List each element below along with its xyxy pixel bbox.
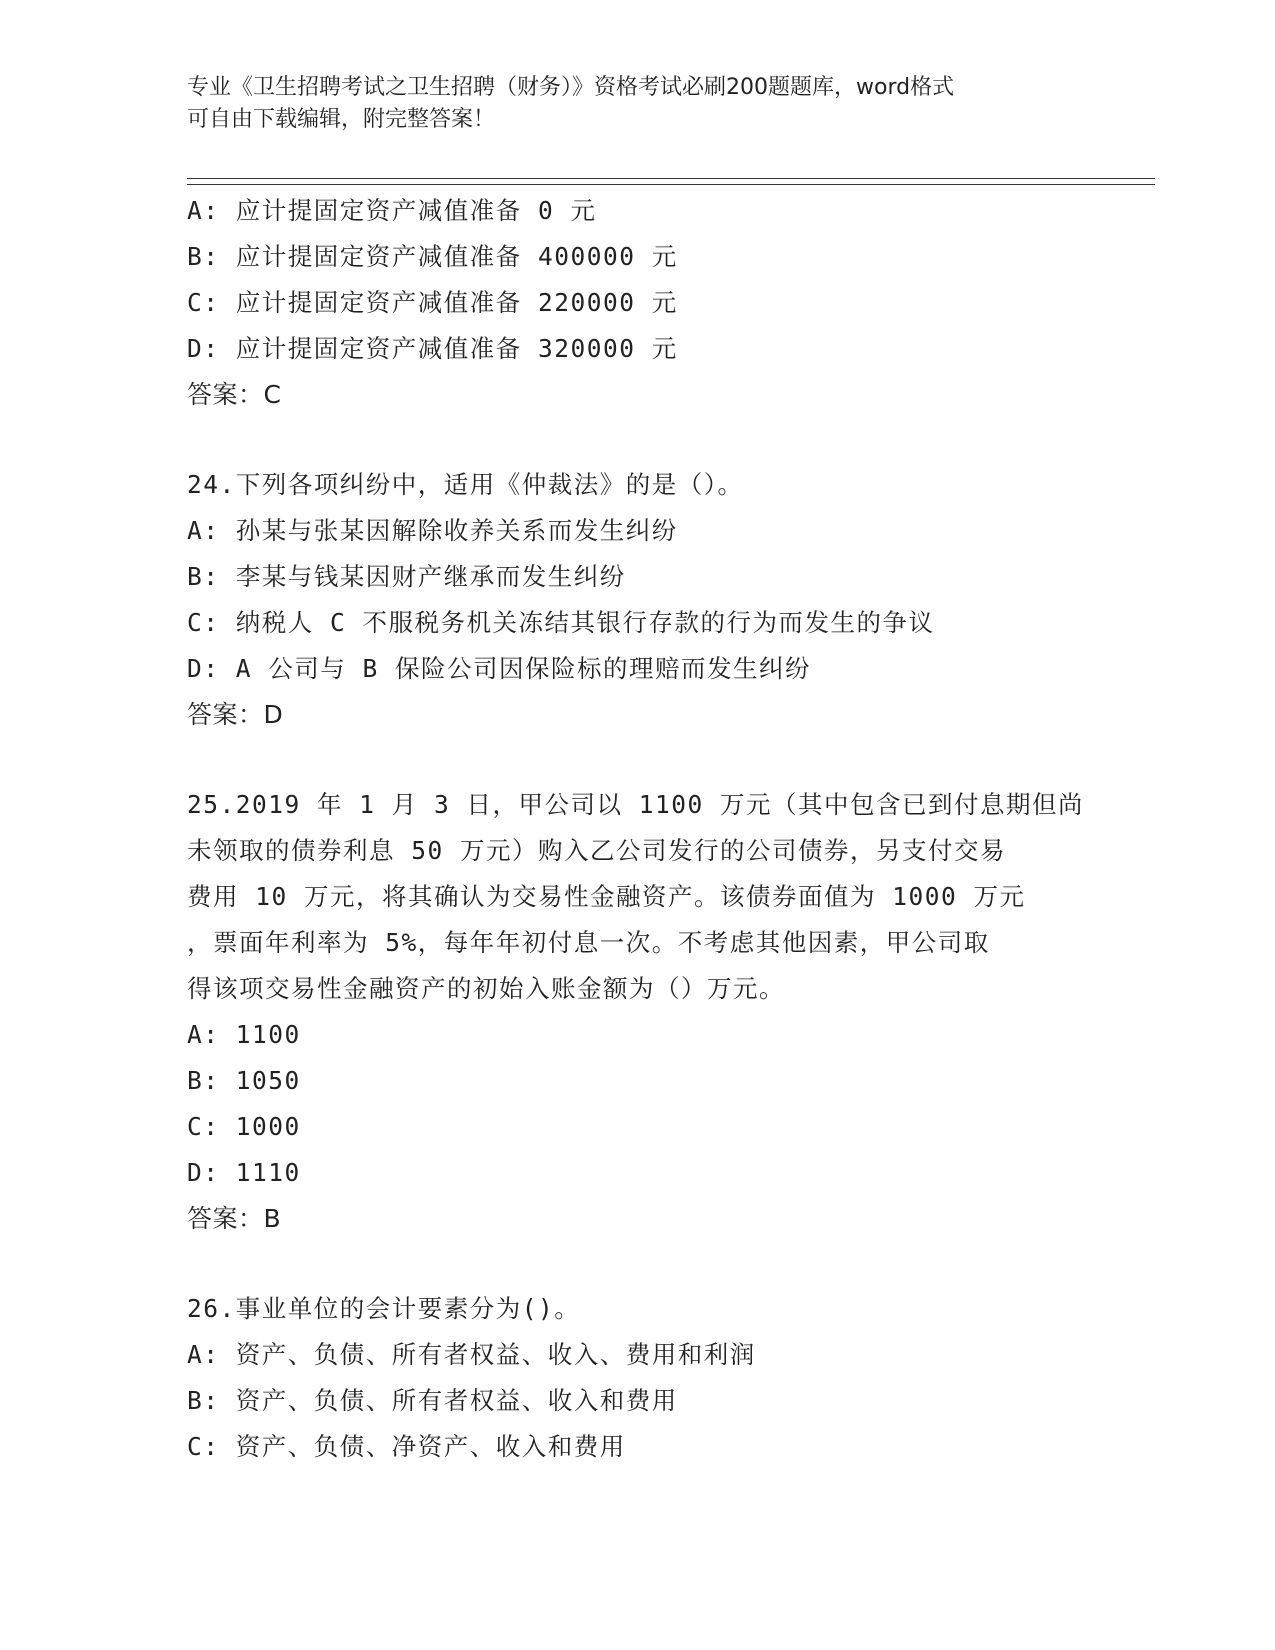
header-line-1: 专业《卫生招聘考试之卫生招聘（财务）》资格考试必刷200题题库，word格式 xyxy=(187,75,955,100)
answer: 答案：B xyxy=(187,1204,282,1233)
question-stem: 24.下列各项纠纷中，适用《仲裁法》的是（）。 xyxy=(187,470,744,499)
document-body xyxy=(187,188,1087,1470)
header-divider xyxy=(187,178,1155,185)
option-c: C: 应计提固定资产减值准备 220000 元 xyxy=(187,288,678,317)
question-stem-line: 费用 10 万元，将其确认为交易性金融资产。该债券面值为 1000 万元 xyxy=(187,882,1026,911)
option-b: B: 资产、负债、所有者权益、收入和费用 xyxy=(187,1386,678,1415)
question-24 xyxy=(187,462,1087,738)
spacer xyxy=(187,1242,1087,1286)
option-b: B: 1050 xyxy=(187,1066,301,1095)
question-25 xyxy=(187,782,1087,1242)
option-c: C: 资产、负债、净资产、收入和费用 xyxy=(187,1432,626,1461)
option-d: D: 1110 xyxy=(187,1158,301,1187)
question-stem: 26.事业单位的会计要素分为()。 xyxy=(187,1294,581,1323)
option-c: C: 纳税人 C 不服税务机关冻结其银行存款的行为而发生的争议 xyxy=(187,608,935,637)
option-d: D: 应计提固定资产减值准备 320000 元 xyxy=(187,334,678,363)
document-header xyxy=(187,72,1087,136)
option-c: C: 1000 xyxy=(187,1112,301,1141)
answer: 答案：C xyxy=(187,380,282,409)
option-a: A: 资产、负债、所有者权益、收入、费用和利润 xyxy=(187,1340,756,1369)
option-b: B: 应计提固定资产减值准备 400000 元 xyxy=(187,242,678,271)
option-a: A: 应计提固定资产减值准备 0 元 xyxy=(187,196,597,225)
option-d: D: A 公司与 B 保险公司因保险标的理赔而发生纠纷 xyxy=(187,654,811,683)
answer: 答案：D xyxy=(187,700,284,729)
header-line-2: 可自由下载编辑，附完整答案！ xyxy=(187,107,496,132)
question-stem-line: 未领取的债券利息 50 万元）购入乙公司发行的公司债券，另支付交易 xyxy=(187,836,1006,865)
spacer xyxy=(187,418,1087,462)
question-stem-line: 25.2019 年 1 月 3 日，甲公司以 1100 万元（其中包含已到付息期但尚 xyxy=(187,790,1085,819)
spacer xyxy=(187,738,1087,782)
option-b: B: 李某与钱某因财产继承而发生纠纷 xyxy=(187,562,626,591)
option-a: A: 1100 xyxy=(187,1020,301,1049)
option-a: A: 孙某与张某因解除收养关系而发生纠纷 xyxy=(187,516,678,545)
question-23 xyxy=(187,188,1087,418)
question-26 xyxy=(187,1286,1087,1470)
question-stem-line: 得该项交易性金融资产的初始入账金额为（）万元。 xyxy=(187,974,785,1003)
question-stem-line: ，票面年利率为 5%，每年年初付息一次。不考虑其他因素，甲公司取 xyxy=(187,928,990,957)
